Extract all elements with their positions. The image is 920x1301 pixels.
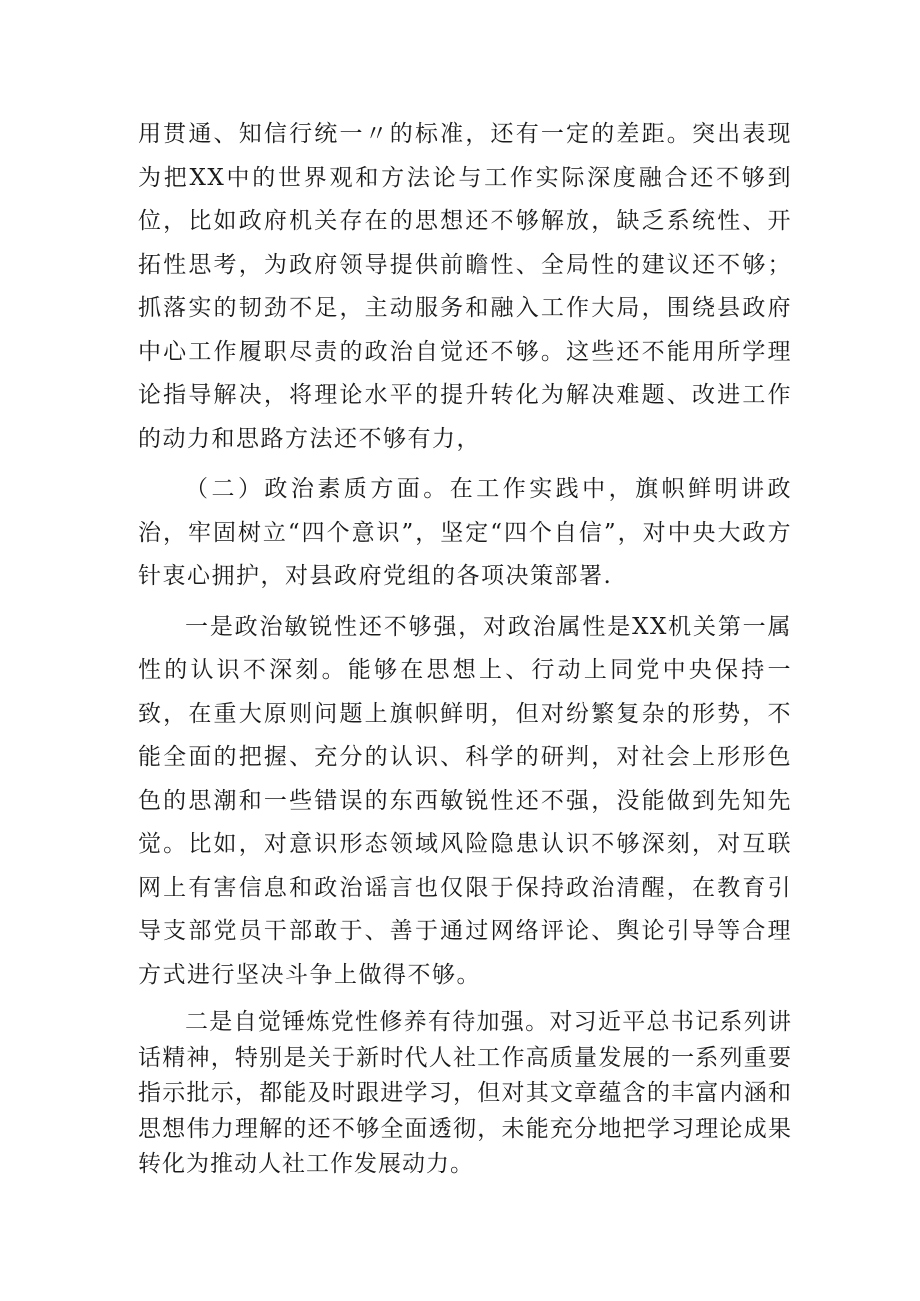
paragraph-political-sensitivity: 一是政治敏锐性还不够强，对政治属性是XX机关第一属性的认识不深刻。能够在思想上、行动上同党中央保持一致，在重大原则问题上旗帜鲜明，但对纷繁复杂的形势，不能全面的把握、充分的认识、科学的研判，对社会上形形色色的思潮和一些错误的东西敏锐性还不强，没能做到先知先觉。比如，对意识形态领域风险隐患认识不够深刻，对互联网上有害信息和政治谣言也仅限于保持政治清醒，在教育引导支部党员干部敢于、善于通过网络评论、舆论引导等合理方式进行坚决斗争上做得不够。 (138, 613, 792, 988)
paragraph-political-quality-heading: （二）政治素质方面。在工作实践中，旗帜鲜明讲政治，牢固树立“四个意识”，坚定“四个自信”，对中央大政方针衷心拥护，对县政府党组的各项决策部署. (138, 476, 792, 589)
document-body (138, 113, 792, 1183)
paragraph-party-spirit: 二是自觉锤炼党性修养有待加强。对习近平总书记系列讲话精神，特别是关于新时代人社工作高质量发展的一系列重要指示批示，都能及时跟进学习，但对其文章蕴含的丰富内涵和思想伟力理解的还不够全面透彻，未能充分地把学习理论成果转化为推动人社工作发展动力。 (138, 1009, 792, 1177)
paragraph-theory-application: 用贯通、知信行统一〃的标准，还有一定的差距。突出表现为把XX中的世界观和方法论与工作实际深度融合还不够到位，比如政府机关存在的思想还不够解放，缺乏系统性、开拓性思考，为政府领导提供前瞻性、全局性的建议还不够；抓落实的韧劲不足，主动服务和融入工作大局，围绕县政府中心工作履职尽责的政治自觉还不够。这些还不能用所学理论指导解决，将理论水平的提升转化为解决难题、改进工作的动力和思路方法还不够有力， (138, 121, 792, 452)
